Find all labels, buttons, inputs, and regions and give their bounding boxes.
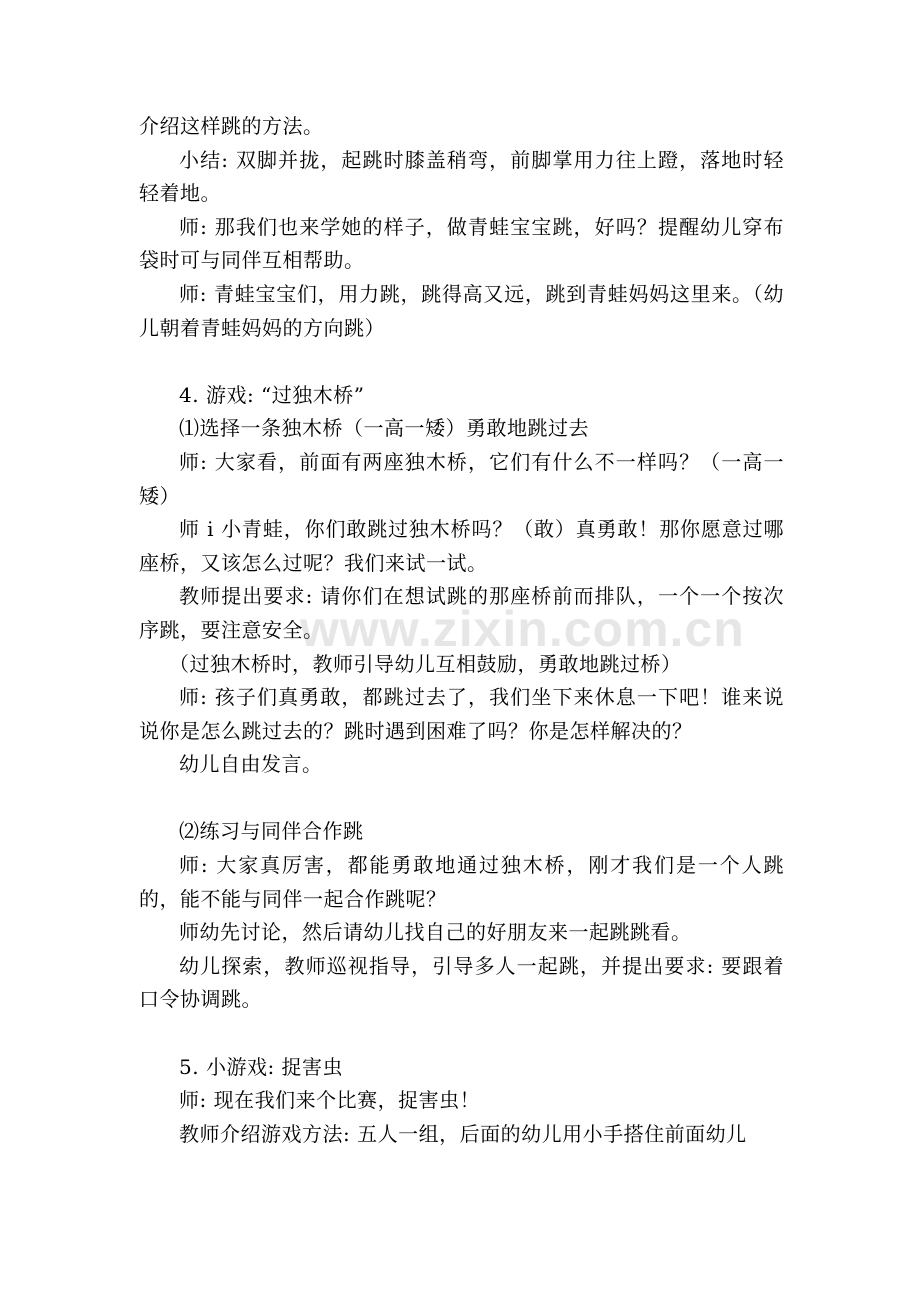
paragraph: 教师提出要求: 请你们在想试跳的那座桥前而排队，一个一个按次序跳，要注意安全。 bbox=[139, 584, 784, 642]
paragraph: 师: 孩子们真勇敢，都跳过去了，我们坐下来休息一下吧！谁来说说你是怎么跳过去的？跳时遇到困难了吗？你是怎样解决的？ bbox=[139, 685, 784, 743]
paragraph: 师幼先讨论，然后请幼儿找自己的好朋友来一起跳跳看。 bbox=[179, 920, 692, 945]
paragraph: （过独木桥时，教师引导幼儿互相鼓励，勇敢地跳过桥） bbox=[169, 651, 682, 676]
section-heading: 5. 小游戏: 捉害虫 bbox=[179, 1054, 344, 1079]
paragraph: 教师介绍游戏方法: 五人一组，后面的幼儿用小手搭住前面幼儿 bbox=[179, 1121, 747, 1146]
paragraph: 介绍这样跳的方法。 bbox=[139, 114, 324, 138]
paragraph-gap bbox=[139, 345, 784, 379]
paragraph: 师: 大家看，前面有两座独木桥，它们有什么不一样吗？（一高一矮） bbox=[139, 449, 784, 508]
paragraph: 师: 青蛙宝宝们，用力跳，跳得高又远，跳到青蛙妈妈这里来。（幼儿朝着青蛙妈妈的方向跳） bbox=[139, 281, 784, 340]
paragraph: 师: 现在我们来个比赛，捉害虫！ bbox=[179, 1088, 481, 1113]
watermark: www.zixin.com.cn bbox=[300, 601, 745, 657]
subsection-heading: ⑵练习与同伴合作跳 bbox=[179, 819, 364, 844]
section-heading: 4. 游戏: “过独木桥” bbox=[179, 382, 365, 407]
paragraph: 师: 大家真厉害，都能勇敢地通过独木桥，刚才我们是一个人跳的，能不能与同伴一起合作跳呢？ bbox=[139, 853, 784, 911]
subsection-heading: ⑴选择一条独木桥（一高一矮）勇敢地跳过去 bbox=[179, 416, 589, 441]
paragraph: 师: 那我们也来学她的样子，做青蛙宝宝跳，好吗？提醒幼儿穿布袋时可与同伴互相帮助。 bbox=[139, 214, 784, 273]
paragraph: 师 i 小青蛙，你们敢跳过独木桥吗？（敢）真勇敢！那你愿意过哪座桥，又该怎么过呢？我们来试一试。 bbox=[139, 517, 784, 575]
paragraph-gap bbox=[139, 1017, 784, 1051]
paragraph: 幼儿自由发言。 bbox=[179, 752, 323, 777]
paragraph: 幼儿探索，教师巡视指导，引导多人一起跳，并提出要求: 要跟着口令协调跳。 bbox=[139, 953, 784, 1012]
document-body bbox=[139, 110, 784, 1151]
paragraph-gap bbox=[139, 782, 784, 816]
paragraph: 小结: 双脚并拢，起跳时膝盖稍弯，前脚掌用力往上蹬，落地时轻轻着地。 bbox=[139, 147, 784, 206]
